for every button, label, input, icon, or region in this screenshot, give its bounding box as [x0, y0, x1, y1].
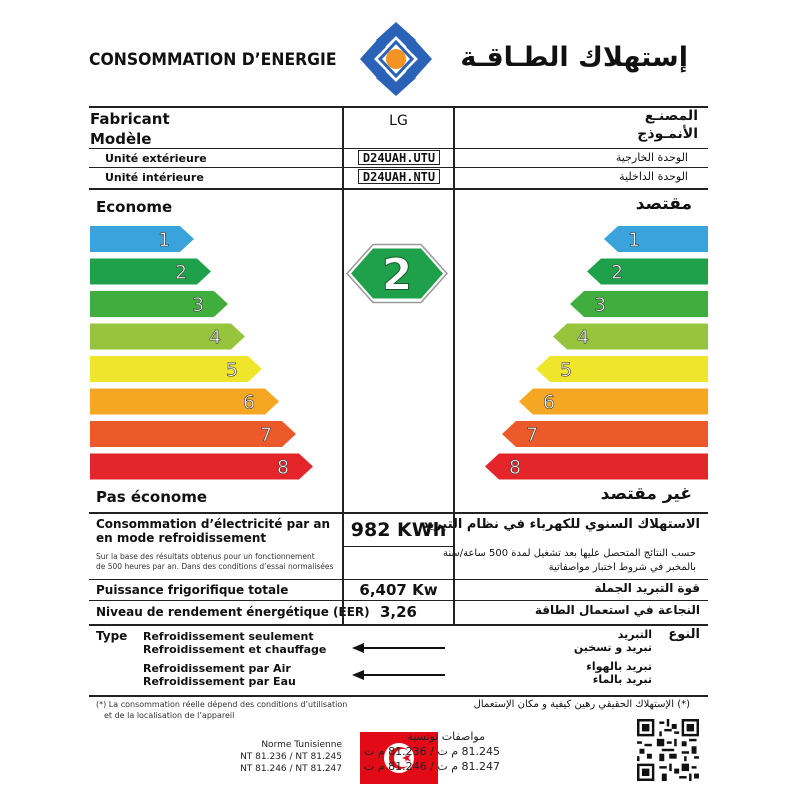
brand-value: LG — [389, 113, 408, 129]
indoor-model-value: D24UAH.NTU — [358, 169, 440, 184]
energy-class-label-right-4: 4 — [576, 326, 590, 349]
label-unite-exterieure: Unité extérieure — [105, 152, 207, 165]
label-pas-econome-ar: غير مقتصد — [600, 484, 692, 504]
type-item-ar-2: تبريد و تسخين — [573, 641, 652, 654]
label-unite-interieure-ar: الوحدة الداخلية — [619, 170, 688, 183]
energy-class-label-left-8: 8 — [276, 456, 290, 479]
norme-fr-1: Norme Tunisienne — [261, 740, 342, 750]
label-puissance: Puissance frigorifique totale — [96, 583, 289, 597]
label-unite-interieure: Unité intérieure — [105, 171, 204, 184]
energy-class-label-right-7: 7 — [525, 424, 539, 446]
type-arrows-icon — [350, 640, 450, 684]
power-value: 6,407 Kw — [359, 581, 438, 599]
consumption-value: 982 KWh — [350, 519, 447, 541]
type-item-ar-1: التبريد — [617, 628, 652, 641]
energy-class-label-left-5: 5 — [225, 359, 239, 381]
label-fabricant: Fabricant — [90, 110, 170, 128]
note-consommation-ar-1: حسب النتائج المتحصل عليها بعد تشغيل لمدة 500 ساعة/سنة — [442, 548, 696, 559]
label-consommation-2: en mode refroidissement — [96, 531, 267, 545]
label-puissance-ar: قوة التبريد الجملة — [594, 581, 700, 595]
label-title-ar: إستهلاك الطـاقـة — [460, 42, 688, 73]
footer-note-fr-1: (*) La consommation réelle dépend des conditions d’utilisation — [96, 700, 348, 709]
energy-class-label-left-3: 3 — [191, 294, 205, 316]
type-item-ar-4: تبريد بالماء — [592, 673, 652, 686]
note-consommation-ar-2: بالمخبر في شروط اختبار مواصفاتية — [548, 562, 696, 573]
rating-badge-label: 2 — [381, 249, 413, 301]
energy-class-label-right-1: 1 — [627, 229, 641, 251]
outdoor-model-value: D24UAH.UTU — [358, 150, 440, 165]
energy-class-label-left-1: 1 — [157, 229, 171, 251]
energy-class-label-left-4: 4 — [208, 326, 222, 349]
type-item-4: Refroidissement par Eau — [143, 675, 296, 688]
norme-fr-2: NT 81.236 / NT 81.245 — [240, 752, 342, 762]
energy-class-arrow-left-4 — [90, 324, 245, 350]
eer-value: 3,26 — [379, 603, 417, 621]
label-econome: Econome — [96, 198, 173, 216]
footer-note-fr-2: et de la localisation de l’appareil — [104, 711, 235, 720]
label-modele: Modèle — [90, 130, 152, 148]
label-eer: Niveau de rendement énergétique (EER) — [96, 605, 370, 619]
energy-class-label-right-6: 6 — [542, 391, 556, 414]
type-item-ar-3: تبريد بالهواء — [586, 660, 652, 673]
energy-class-label-left-7: 7 — [259, 424, 273, 446]
type-item-3: Refroidissement par Air — [143, 662, 291, 675]
type-item-1: Refroidissement seulement — [143, 630, 314, 643]
footer-note-ar: (*) الإستهلاك الحقيقي رهين كيفية و مكان الإستعمال — [473, 699, 690, 710]
note-consommation-1: Sur la base des résultats obtenus pour un fonctionnement — [96, 552, 315, 561]
type-item-2: Refroidissement et chauffage — [143, 643, 327, 656]
label-fabricant-ar: المصنـع — [644, 108, 698, 124]
energy-class-label-left-2: 2 — [174, 261, 188, 284]
label-type-ar: النوع — [668, 627, 700, 642]
energy-class-arrow-left-2 — [90, 259, 211, 285]
label-modele-ar: الأنمـوذج — [637, 126, 698, 142]
norme-ar-1: مواصفات تونسية — [407, 730, 485, 743]
label-title-fr: CONSOMMATION D’ENERGIE — [89, 50, 337, 70]
energy-class-label-left-6: 6 — [242, 391, 256, 414]
label-eer-ar: النجاعة في استعمال الطاقة — [534, 603, 700, 617]
label-consommation-ar: الاستهلاك السنوي للكهرباء في نظام التبريد — [421, 517, 700, 532]
energy-class-arrow-right-3 — [570, 291, 708, 317]
note-consommation-2: de 500 heures par an. Dans des conditions d’essai normalisées — [96, 562, 334, 571]
energy-class-arrow-right-1 — [604, 226, 708, 252]
label-pas-econome: Pas économe — [96, 488, 208, 506]
energy-class-label-right-2: 2 — [610, 261, 624, 284]
norme-ar-3: 81.247 م ت / 81.246 م ت — [363, 760, 500, 773]
energy-class-label-right-8: 8 — [508, 456, 522, 479]
energy-class-arrow-right-2 — [587, 259, 708, 285]
energy-class-label-right-5: 5 — [559, 359, 573, 381]
norme-fr-3: NT 81.246 / NT 81.247 — [240, 764, 342, 774]
qr-code-icon — [637, 719, 699, 781]
norme-ar-2: 81.245 م ت / 81.236 م ت — [363, 745, 500, 758]
label-consommation-1: Consommation d’électricité par an — [96, 517, 331, 531]
energy-class-label-right-3: 3 — [593, 294, 607, 316]
label-type: Type — [96, 629, 128, 643]
label-unite-exterieure-ar: الوحدة الخارجية — [615, 151, 688, 164]
label-econome-ar: مقتصد — [635, 194, 692, 214]
energy-class-arrow-left-1 — [90, 226, 194, 252]
energy-class-arrow-left-3 — [90, 291, 228, 317]
